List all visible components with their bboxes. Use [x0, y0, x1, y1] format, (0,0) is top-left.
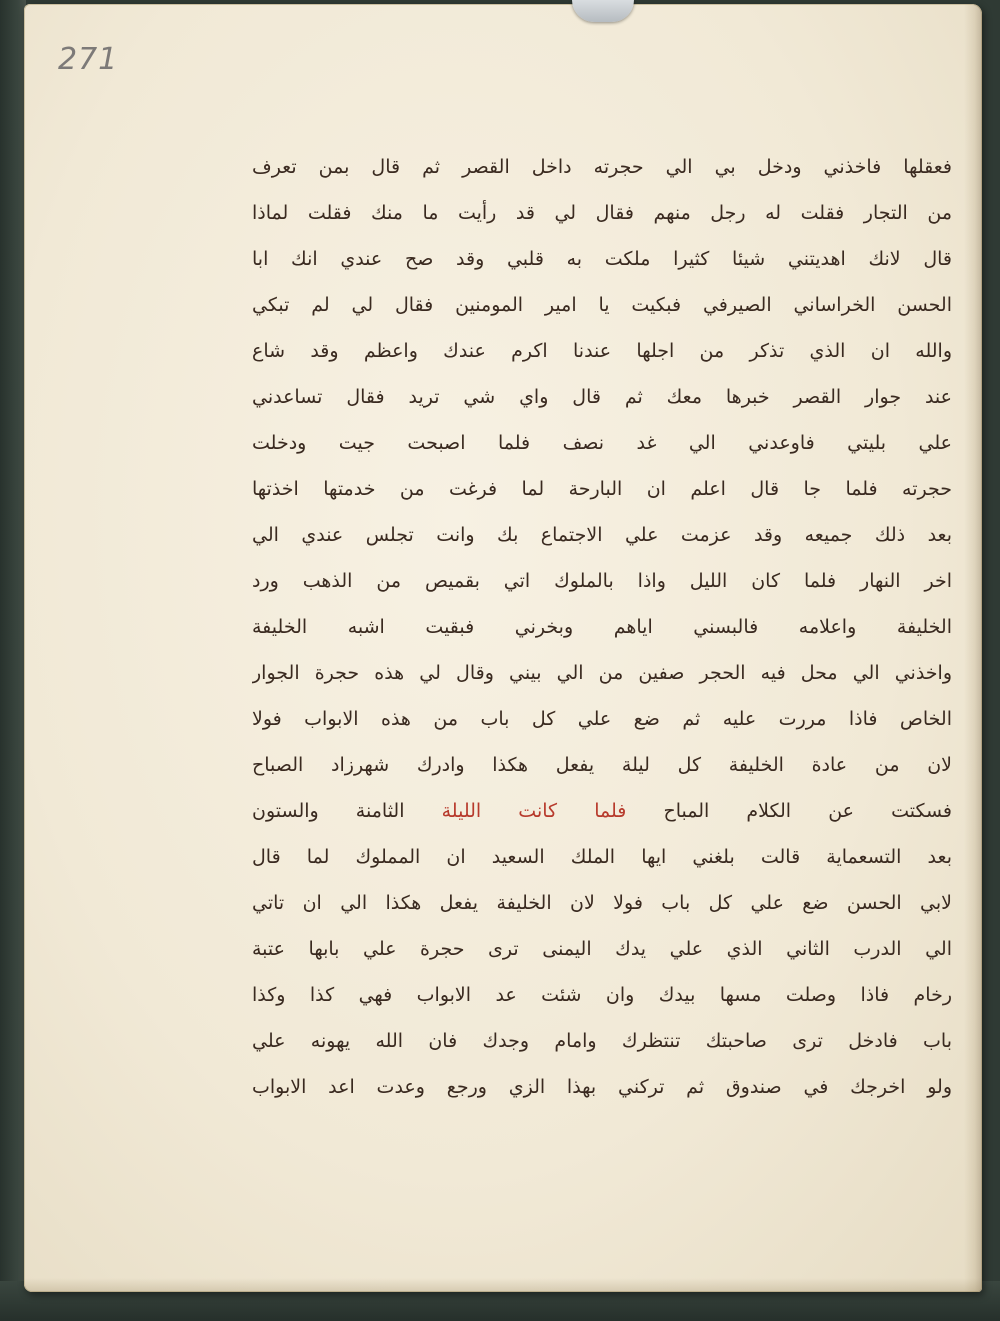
backdrop-left-edge	[0, 0, 26, 1321]
text-line-14: لان من عادة الخليفة كل ليلة يفعل هكذا وادرك شهرزاد الصباح	[252, 754, 952, 776]
text-line-21: ولو اخرجك في صندوق ثم تركني بهذا الزي ورجع وعدت اعد الابواب	[252, 1076, 952, 1098]
page-bottom-shadow	[24, 1278, 982, 1292]
text-line-10: اخر النهار فلما كان الليل واذا بالملوك اتي بقميص من الذهب ورد	[252, 570, 952, 592]
page-edge-shadow	[964, 4, 982, 1292]
text-line-11: الخليفة واعلامه فالبسني اياهم وبخرني فبقيت اشبه الخليفة	[252, 616, 952, 638]
text-line-13: الخاص فاذا مررت عليه ثم ضع علي كل باب من هذه الابواب فولا	[252, 708, 952, 730]
text-line-8: حجرته فلما جا قال اعلم ان البارحة لما فرغت من خدمتها اخذتها	[252, 478, 952, 500]
text-line-12: واخذني الي محل فيه الحجر صفين من الي بيني وقال لي هذه حجرة الجوار	[252, 662, 952, 684]
text-line-3: قال لانك اهديتني شيئا كثيرا ملكت به قلبي وقد صح عندي انك ابا	[252, 248, 952, 270]
text-line-1: فعقلها فاخذني ودخل بي الي حجرته داخل القصر ثم قال بمن تعرف	[252, 156, 952, 178]
text-line-9: بعد ذلك جميعه وقد عزمت علي الاجتماع بك وانت تجلس عندي الي	[252, 524, 952, 546]
text-line-18: الي الدرب الثاني الذي علي يدك اليمنى ترى حجرة علي بابها عتبة	[252, 938, 952, 960]
text-line-6: عند جوار القصر خبرها معك ثم قال واي شي تريد فقال تساعدني	[252, 386, 952, 408]
text-line-5: والله ان الذي تذكر من اجلها عندنا اكرم عندك واعظم وقد شاع	[252, 340, 952, 362]
text-line-19: رخام فاذا وصلت مسها بيدك وان شئت عد الابواب فهي كذا وكذا	[252, 984, 952, 1006]
text-line-7: علي بليتي فاوعدني الي غد نصف فلما اصبحت جيت ودخلت	[252, 432, 952, 454]
text-line-20: باب فادخل ترى صاحبتك تنتظرك وامام وجدك فان الله يهونه علي	[252, 1030, 952, 1052]
text-line-4: الحسن الخراساني الصيرفي فبكيت يا امير المومنين فقال لي لم تبكي	[252, 294, 952, 316]
text-line-17: لابي الحسن ضع علي كل باب فولا لان الخليفة يفعل هكذا الي ان تاتي	[252, 892, 952, 914]
manuscript-page	[24, 4, 982, 1292]
text-line-16: بعد التسعماية قالت بلغني ايها الملك السعيد ان المملوك لما قال	[252, 846, 952, 868]
manuscript-text-block	[252, 144, 952, 1110]
text-line-2: من التجار فقلت له رجل منهم فقال لي قد رأيت ما منك فقلت لماذا	[252, 202, 952, 224]
rubric-heading: فلما كانت الليلة	[441, 800, 627, 822]
folio-number: 271	[58, 42, 119, 77]
text-line-15-rubric: فسكتت عن الكلام المباح فلما كانت الليلة الثامنة والستون	[252, 800, 952, 822]
